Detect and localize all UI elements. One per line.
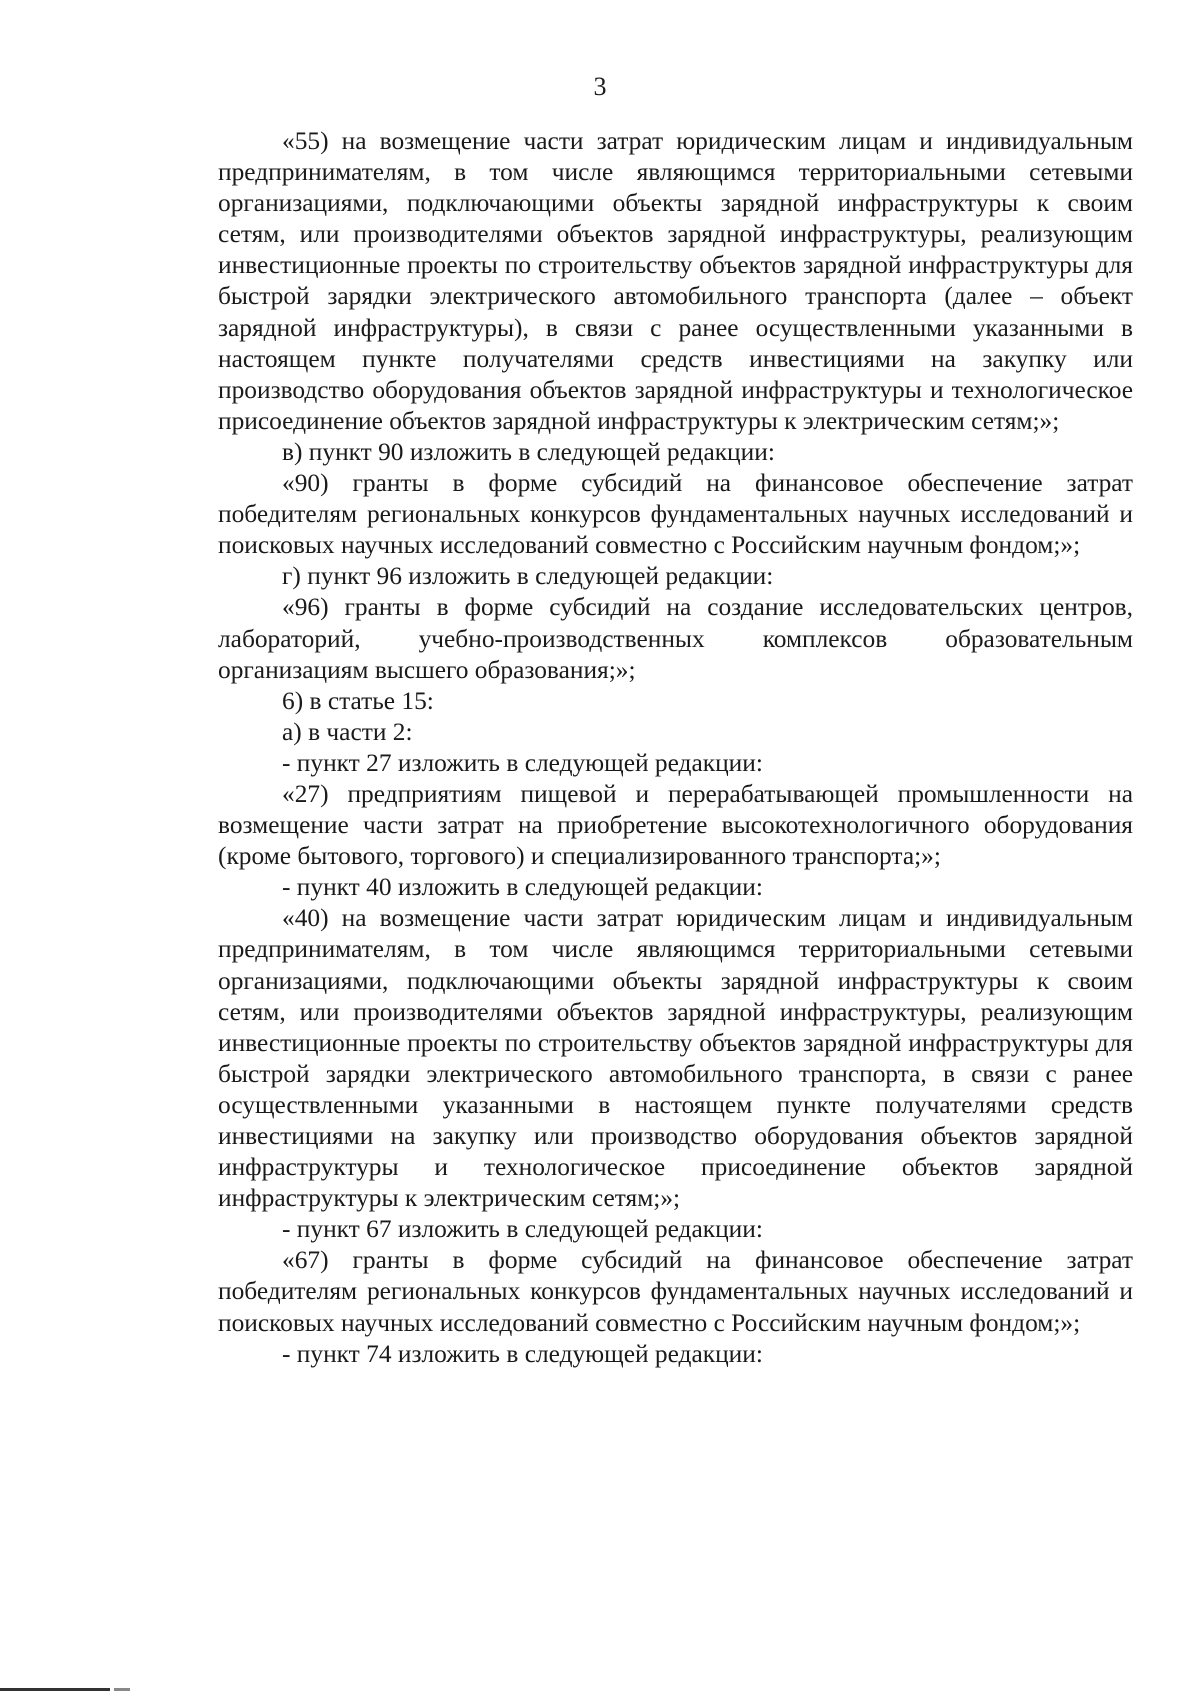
paragraph-item-67: «67) гранты в форме субсидий на финансовое обеспечение затрат победителям региональных конкурсов фундаментальных научных исследований и поисковых научных исследований совместно с Российским научным фондом;»; xyxy=(218,1246,1133,1337)
paragraph-part-2: а) в части 2: xyxy=(282,717,413,746)
paragraph-item-96: «96) гранты в форме субсидий на создание исследовательских центров, лабораторий, учебно-производственных комплексов образовательным организациям высшего образования;»; xyxy=(218,593,1133,684)
document-body xyxy=(218,126,1133,1370)
paragraph-item-40: «40) на возмещение части затрат юридическим лицам и индивидуальным предпринимателям, в том числе являющимся территориальными сетевыми организациями, подключающими объекты зарядной инфраструктуры к своим сетям, или производителями объектов зарядной инфраструктуры, реализующим инвестиционные проекты по строительству объектов зарядной инфраструктуры для быстрой зарядки электрического автомобильного транспорта, в связи с ранее осуществленными указанными в настоящем пункте получателями средств инвестициями на закупку или производство оборудования объектов зарядной инфраструктуры и технологическое присоединение объектов зарядной инфраструктуры к электрическим сетям;»; xyxy=(218,904,1133,1213)
footer-line-short xyxy=(114,1688,130,1691)
paragraph-item-55: «55) на возмещение части затрат юридическим лицам и индивидуальным предпринимателям, в том числе являющимся территориальными сетевыми организациями, подключающими объекты зарядной инфраструктуры к своим сетям, или производителями объектов зарядной инфраструктуры, реализующим инвестиционные проекты по строительству объектов зарядной инфраструктуры для быстрой зарядки электрического автомобильного транспорта (далее – объект зарядной инфраструктуры), в связи с ранее осуществленными указанными в настоящем пункте получателями средств инвестициями на закупку или производство оборудования объектов зарядной инфраструктуры и технологическое присоединение объектов зарядной инфраструктуры к электрическим сетям;»; xyxy=(218,127,1133,435)
footer-line xyxy=(0,1688,110,1691)
paragraph-item-27: «27) предприятиям пищевой и перерабатывающей промышленности на возмещение части затрат на приобретение высокотехнологичного оборудования (кроме бытового, торгового) и специализированного транспорта;»; xyxy=(218,779,1133,871)
paragraph-point-40-intro: - пункт 40 изложить в следующей редакции: xyxy=(282,873,763,902)
paragraph-item-90: «90) гранты в форме субсидий на финансовое обеспечение затрат победителям региональных конкурсов фундаментальных научных исследований и поисковых научных исследований совместно с Российским научным фондом;»; xyxy=(218,469,1133,560)
page-number: 3 xyxy=(593,72,607,101)
paragraph-point-67-intro: - пункт 67 изложить в следующей редакции: xyxy=(282,1215,763,1244)
paragraph-point-27-intro: - пункт 27 изложить в следующей редакции: xyxy=(282,748,763,777)
paragraph-point-74-intro: - пункт 74 изложить в следующей редакции: xyxy=(282,1339,763,1368)
paragraph-subpoint-v: в) пункт 90 изложить в следующей редакции: xyxy=(282,437,775,466)
paragraph-subpoint-g: г) пункт 96 изложить в следующей редакции: xyxy=(282,562,774,591)
paragraph-article-15: 6) в статье 15: xyxy=(282,686,434,715)
footer-mark xyxy=(0,1687,130,1693)
